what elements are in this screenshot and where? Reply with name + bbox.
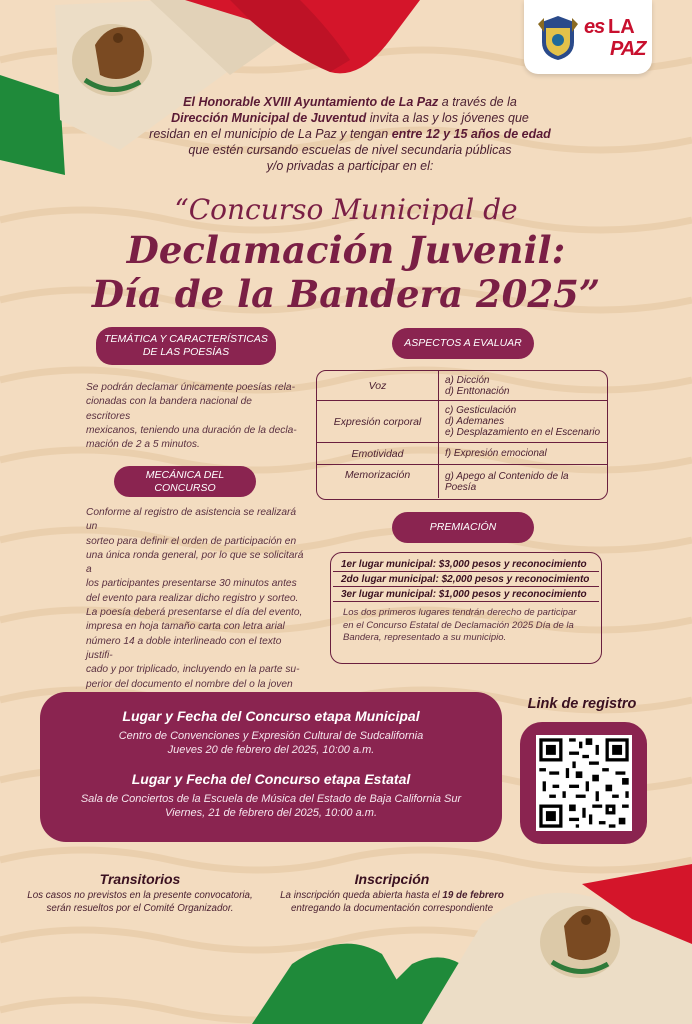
city-shield-icon bbox=[536, 14, 580, 62]
state-stage-title: Lugar y Fecha del Concurso etapa Estatal bbox=[131, 771, 411, 787]
logo-paz-text: PAZ bbox=[610, 38, 646, 60]
es-la-paz-logo bbox=[524, 0, 652, 74]
tematica-description: Se podrán declamar únicamente poesías rela- cionadas con la bandera nacional de escritores mexicanos, teniendo una duración de la decla- mación de 2 a 5 minutos. bbox=[86, 382, 297, 451]
mecanica-description: Conforme al registro de asistencia se realizará un sorteo para definir el orden de participación en una única ronda general, por lo que se solicitará a los participantes presentarse 30 minutos antes del evento para realizar dicho registro y sorteo. La poesía deberá presentarse el día del evento, impresa en hoja tamaño carta con letra arial número 14 a doble interlineado con el texto justifi- cado y por triplicado, incluyendo en la parte su- perior del documento el nombre del o la joven bbox=[86, 507, 304, 690]
municipal-venue: Centro de Convenciones y Expresión Cultural de Sudcalifornia bbox=[118, 730, 424, 742]
prizes-box bbox=[330, 552, 602, 664]
municipal-date: Jueves 20 de febrero del 2025, 10:00 a.m. bbox=[167, 743, 375, 756]
inscripcion-text: La inscripción queda abierta hasta el 19 de febrero entregando la documentación correspondiente bbox=[280, 890, 504, 914]
venue-dates-box bbox=[40, 692, 502, 842]
prize-first: 1er lugar municipal: $3,000 pesos y reconocimiento bbox=[333, 557, 599, 572]
municipal-stage-title: Lugar y Fecha del Concurso etapa Municipal bbox=[122, 708, 420, 724]
table-row: Expresión corporal c) Gesticulación d) Ademanes e) Desplazamiento en el Escenario bbox=[317, 401, 607, 443]
registration-qr-code[interactable] bbox=[520, 722, 647, 844]
mexican-flag-bottom-right bbox=[252, 834, 692, 1024]
tematica-section-label: TEMÁTICA Y CARACTERÍSTICAS DE LAS POESÍAS bbox=[96, 327, 276, 365]
logo-es-text: es bbox=[584, 16, 605, 38]
prize-third: 3er lugar municipal: $1,000 pesos y reconocimiento bbox=[333, 587, 599, 602]
transitorios-text: Los casos no previstos en la presente convocatoria, serán resueltos por el Comité Organizador. bbox=[27, 890, 253, 914]
registration-link-label: Link de registro bbox=[527, 696, 637, 712]
state-venue: Sala de Conciertos de la Escuela de Música del Estado de Baja California Sur bbox=[80, 793, 462, 805]
inscripcion-title: Inscripción bbox=[354, 871, 430, 887]
title-line-3: Día de la Bandera 2025” bbox=[91, 272, 601, 316]
aspectos-section-label: ASPECTOS A EVALUAR bbox=[392, 328, 534, 359]
title-line-1: “Concurso Municipal de bbox=[174, 193, 518, 226]
premiacion-section-label: PREMIACIÓN bbox=[392, 512, 534, 543]
title-line-2: Declamación Juvenil: bbox=[126, 228, 566, 272]
eagle-emblem-icon bbox=[540, 906, 620, 978]
transitorios-title: Transitorios bbox=[99, 871, 181, 887]
evaluation-table bbox=[316, 370, 608, 500]
qr-code-icon[interactable] bbox=[536, 735, 632, 831]
intro-paragraph: El Honorable XVIII Ayuntamiento de La Paz a través de la Dirección Municipal de Juventud invita a las y los jóvenes que residan en el municipio de La Paz y tengan entre 12 y 15 años de edad que estén cursando escuelas de nivel secundaria públicas y/o privadas a participar en el: bbox=[149, 95, 551, 173]
mecanica-section-label: MECÁNICA DEL CONCURSO bbox=[114, 466, 256, 497]
table-row: Voz a) Dicción d) Enttonación bbox=[317, 371, 607, 401]
table-row: Emotividad f) Expresión emocional bbox=[317, 443, 607, 465]
prize-note: Los dos primeros lugares tendrán derecho de participar en el Concurso Estatal de Declamación 2025 Día de la Bandera, representado a su municipio. bbox=[343, 607, 577, 643]
logo-la-text: LA bbox=[608, 16, 635, 38]
prize-second: 2do lugar municipal: $2,000 pesos y reconocimiento bbox=[333, 572, 599, 587]
state-date: Viernes, 21 de febrero del 2025, 10:00 a.m. bbox=[165, 806, 377, 819]
eagle-emblem-icon bbox=[72, 24, 152, 96]
table-row: Memorización g) Apego al Contenido de la Poesía bbox=[317, 465, 607, 498]
contest-title bbox=[40, 192, 652, 316]
